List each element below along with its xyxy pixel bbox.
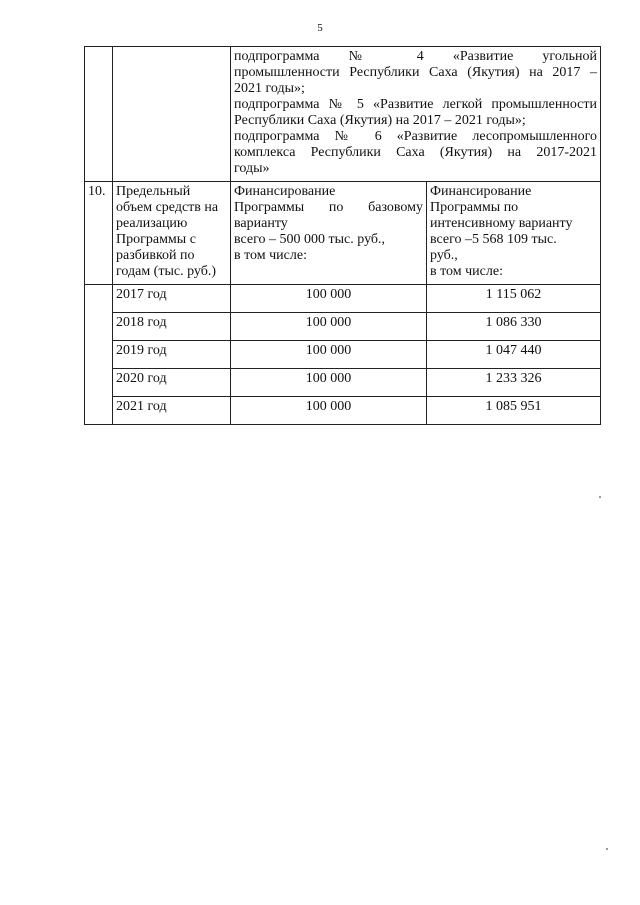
intensive-line: в том числе: — [430, 264, 503, 279]
base-value-cell: 100 000 — [231, 285, 427, 313]
subprogram-line: комплекса Республики Саха (Якутия) на 2017-2021 — [234, 145, 597, 160]
subprogram-line: годы» — [234, 161, 270, 176]
table-row-year — [85, 313, 601, 341]
label-line: Программы с — [116, 232, 196, 247]
base-value-cell: 100 000 — [231, 369, 427, 397]
subprograms-cell — [231, 47, 601, 182]
row-number: 10. — [85, 182, 113, 285]
table-row-year — [85, 285, 601, 313]
label-line: объем средств на — [116, 200, 219, 215]
intensive-value-cell: 1 233 326 — [427, 369, 601, 397]
label-line: разбивкой по — [116, 248, 195, 263]
subprogram-line: 2021 годы»; — [234, 81, 305, 96]
year-cell: 2020 год — [113, 369, 231, 397]
year-cell: 2017 год — [113, 285, 231, 313]
year-cell: 2021 год — [113, 397, 231, 425]
label-line: Предельный — [116, 184, 191, 199]
table-row-year — [85, 341, 601, 369]
year-cell: 2019 год — [113, 341, 231, 369]
intensive-value-cell: 1 086 330 — [427, 313, 601, 341]
base-line: всего – 500 000 тыс. руб., — [234, 232, 386, 247]
scan-speck — [599, 496, 601, 498]
label-line: реализацию — [116, 216, 188, 231]
program-table — [84, 46, 601, 425]
base-value-cell: 100 000 — [231, 397, 427, 425]
subprogram-line: подпрограмма № 4 «Развитие угольной — [234, 49, 597, 64]
empty-number-cell — [85, 47, 113, 182]
scan-speck — [606, 848, 608, 850]
intensive-variant-cell — [427, 182, 601, 285]
intensive-value-cell: 1 085 951 — [427, 397, 601, 425]
base-value-cell: 100 000 — [231, 341, 427, 369]
base-line: варианту — [234, 216, 288, 231]
intensive-line: Финансирование — [430, 184, 532, 199]
intensive-line: руб., — [430, 248, 458, 263]
intensive-line: всего –5 568 109 тыс. — [430, 232, 557, 247]
table-row-year — [85, 397, 601, 425]
year-cell: 2018 год — [113, 313, 231, 341]
funding-label-cell — [113, 182, 231, 285]
page-number: 5 — [317, 22, 323, 34]
table-row-subprograms — [85, 47, 601, 182]
base-variant-cell — [231, 182, 427, 285]
empty-label-cell — [113, 47, 231, 182]
table-row-year — [85, 369, 601, 397]
subprogram-line: подпрограмма № 6 «Развитие лесопромышленного — [234, 129, 597, 144]
intensive-value-cell: 1 115 062 — [427, 285, 601, 313]
subprogram-line: подпрограмма № 5 «Развитие легкой промышленности — [234, 97, 597, 112]
subprogram-line: промышленности Республики Саха (Якутия) на 2017 – — [234, 65, 597, 80]
label-line: годам (тыс. руб.) — [116, 264, 217, 279]
intensive-line: интенсивному варианту — [430, 216, 573, 231]
base-line: в том числе: — [234, 248, 307, 263]
base-value-cell: 100 000 — [231, 313, 427, 341]
subprogram-line: Республики Саха (Якутия) на 2017 – 2021 годы»; — [234, 113, 526, 128]
empty-number-cell — [85, 285, 113, 425]
base-line: Программы по базовому — [234, 200, 423, 215]
intensive-value-cell: 1 047 440 — [427, 341, 601, 369]
table-row-funding — [85, 182, 601, 285]
intensive-line: Программы по — [430, 200, 519, 215]
base-line: Финансирование — [234, 184, 336, 199]
